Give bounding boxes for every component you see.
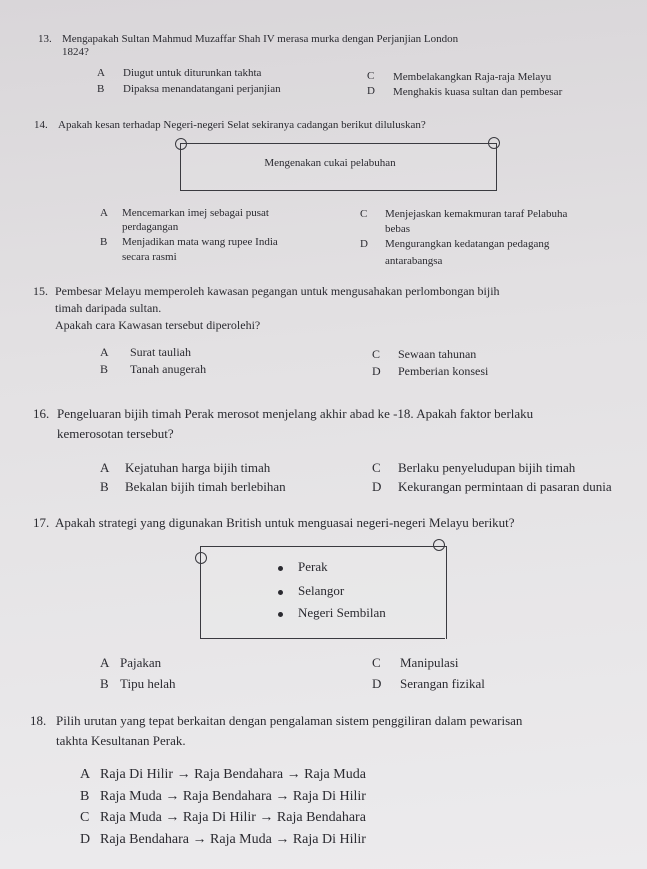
option-letter: B: [100, 236, 108, 248]
option-text: Raja Di Hilir → Raja Bendahara → Raja Muda: [100, 767, 366, 782]
option-text: Tanah anugerah: [130, 362, 207, 376]
option-text: Bekalan bijih timah berlebihan: [125, 479, 286, 494]
question-text: Mengapakah Sultan Mahmud Muzaffar Shah IV merasa murka dengan Perjanjian London: [62, 33, 459, 45]
option-text: Tipu helah: [120, 676, 176, 691]
question-text: timah daripada sultan.: [55, 301, 162, 315]
scroll-bottom-line: [200, 638, 445, 639]
option-letter: C: [372, 460, 381, 475]
question-number: 18.: [30, 713, 47, 728]
option-text: Membelakangkan Raja-raja Melayu: [393, 71, 552, 83]
question-text: kemerosotan tersebut?: [57, 426, 174, 441]
option-letter: B: [100, 479, 109, 494]
bullet-icon: [278, 612, 283, 617]
question-number: 17.: [33, 515, 50, 530]
option-letter: D: [360, 238, 368, 250]
question-text: Apakah kesan terhadap Negeri-negeri Selat sekiranya cadangan berikut diluluskan?: [58, 119, 426, 131]
bullet-icon: [278, 590, 283, 595]
option-letter: C: [367, 70, 375, 82]
option-text: Raja Bendahara → Raja Muda → Raja Di Hilir: [100, 832, 366, 847]
option-letter: A: [100, 460, 110, 475]
option-letter: D: [80, 832, 91, 847]
question-number: 16.: [33, 406, 50, 421]
option-text: Mengurangkan kedatangan pedagang: [385, 238, 550, 250]
list-item: Negeri Sembilan: [298, 605, 386, 620]
option-text: Diugut untuk diturunkan takhta: [123, 67, 262, 79]
option-letter: B: [80, 789, 90, 804]
question-text: takhta Kesultanan Perak.: [56, 733, 186, 748]
option-text: secara rasmi: [122, 251, 177, 263]
option-letter: C: [372, 655, 381, 670]
option-text: Raja Muda → Raja Di Hilir → Raja Bendahara: [100, 810, 366, 825]
option-letter: A: [100, 655, 110, 670]
question-text: Pengeluaran bijih timah Perak merosot menjelang akhir abad ke -18. Apakah faktor berlaku: [57, 406, 534, 421]
question-text: Apakah strategi yang digunakan British untuk menguasai negeri-negeri Melayu berikut?: [55, 515, 515, 530]
option-letter: B: [100, 362, 109, 376]
question-number: 14.: [34, 119, 48, 131]
scroll-curl-icon: [195, 552, 207, 564]
list-item: Perak: [298, 559, 328, 574]
option-letter: C: [372, 347, 381, 361]
option-text: antarabangsa: [385, 255, 443, 267]
option-letter: C: [360, 208, 368, 220]
scroll-curl-icon: [433, 539, 445, 551]
option-text: Mencemarkan imej sebagai pusat: [122, 207, 269, 219]
option-text: Pajakan: [120, 655, 162, 670]
question-number: 15.: [33, 284, 48, 298]
option-letter: B: [100, 676, 109, 691]
option-text: perdagangan: [122, 221, 179, 233]
option-text: Sewaan tahunan: [398, 347, 477, 361]
question-text: Apakah cara Kawasan tersebut diperolehi?: [55, 318, 261, 332]
option-text: Kekurangan permintaan di pasaran dunia: [398, 479, 612, 494]
option-text: Surat tauliah: [130, 345, 191, 359]
scroll-text: Mengenakan cukai pelabuhan: [264, 157, 396, 169]
option-text: Menjadikan mata wang rupee India: [122, 236, 278, 248]
option-letter: C: [80, 810, 90, 825]
option-text: Menghakis kuasa sultan dan pembesar: [393, 86, 563, 98]
option-text: Pemberian konsesi: [398, 364, 489, 378]
option-letter: B: [97, 83, 105, 95]
option-letter: A: [97, 67, 105, 79]
option-letter: A: [80, 767, 91, 782]
bullet-icon: [278, 566, 283, 571]
option-letter: D: [367, 85, 375, 97]
option-letter: A: [100, 207, 108, 219]
option-text: Berlaku penyeludupan bijih timah: [398, 460, 576, 475]
option-letter: A: [100, 345, 109, 359]
option-text: Serangan fizikal: [400, 676, 485, 691]
question-text: Pilih urutan yang tepat berkaitan dengan pengalaman sistem penggiliran dalam pewarisan: [56, 713, 523, 728]
option-text: Dipaksa menandatangani perjanjian: [123, 83, 281, 95]
option-text: Raja Muda → Raja Bendahara → Raja Di Hilir: [100, 789, 366, 804]
option-text: bebas: [385, 223, 411, 235]
option-letter: D: [372, 479, 382, 494]
option-letter: D: [372, 676, 382, 691]
option-text: Kejatuhan harga bijih timah: [125, 460, 271, 475]
question-number: 13.: [38, 33, 52, 45]
scroll-curl-icon: [488, 137, 500, 149]
question-text: Pembesar Melayu memperoleh kawasan pegangan untuk mengusahakan perlombongan bijih: [55, 284, 500, 298]
option-text: Manipulasi: [400, 655, 459, 670]
list-item: Selangor: [298, 583, 345, 598]
option-letter: D: [372, 364, 381, 378]
scroll-curl-icon: [175, 138, 187, 150]
option-text: Menjejaskan kemakmuran taraf Pelabuha: [385, 208, 568, 220]
question-text: 1824?: [62, 46, 89, 58]
